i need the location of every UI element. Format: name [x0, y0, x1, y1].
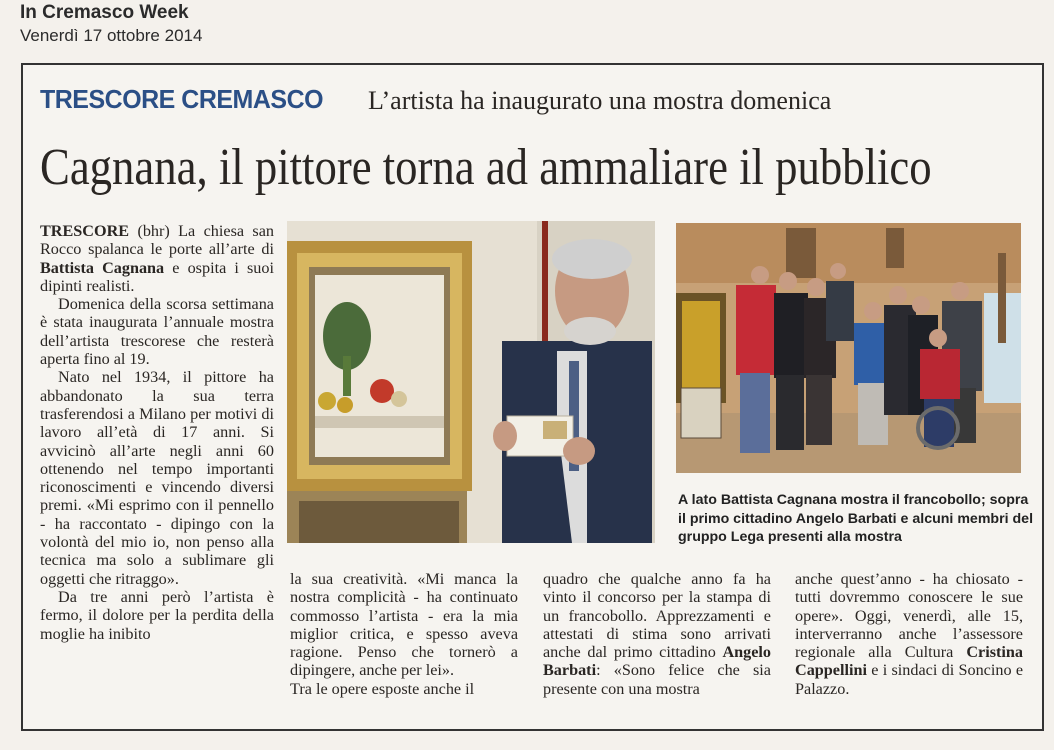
article-column-4 [795, 570, 1023, 698]
col1-text-a: La chiesa san Rocco spalanca le porte all’arte di [40, 222, 275, 259]
group-photo-illustration [676, 223, 1021, 473]
dateline: TRESCORE [40, 222, 130, 240]
col1-paragraph-4: Da tre anni però l’artista è fermo, il dolore per la perdita della moglie ha inibito [40, 587, 274, 643]
article-kicker: TRESCORE CREMASCO [40, 84, 324, 114]
painter-photo-illustration [287, 221, 655, 543]
article-column-2 [290, 570, 518, 698]
article-headline: Cagnana, il pittore torna ad ammaliare il pubblico [40, 139, 932, 196]
article-column-3 [543, 570, 771, 698]
photo-caption: A lato Battista Cagnana mostra il francobollo; sopra il primo cittadino Angelo Barbati e alcuni membri del gruppo Lega presenti alla mostra [678, 492, 1034, 545]
col3-text-b: : «Sono felice che sia presente con una mostra [543, 661, 771, 698]
article-column-1 [40, 222, 274, 643]
col2-paragraph-1: la sua creatività. «Mi manca la nostra complicità - ha continuato commosso l’artista - era la mia miglior critica, e spesso aveva ragione. Penso che tornerò a dipingere, anche per lei». [290, 570, 518, 680]
byline: (bhr) [137, 222, 170, 240]
col1-text-b: e ospita i suoi dipinti realisti. [40, 258, 274, 295]
col3-text-a: quadro che qualche anno fa ha vinto il concorso per la stampa di un francobollo. Apprezzamenti e attestati di stima sono arrivati anche dal primo cittadino [543, 570, 771, 662]
mayor-name: Angelo Barbati [543, 643, 772, 680]
col1-paragraph-2: Domenica della scorsa settimana è stata inaugurata l’annuale mostra dell’artista trescorese che resterà aperta fino al 19. [40, 295, 274, 369]
group-photo [676, 223, 1021, 473]
col1-paragraph-3: Nato nel 1934, il pittore ha abbandonato la sua terra trasferendosi a Milano per motivi di lavoro all’età di 17 anni. Si avvicinò all’arte negli anni 60 ottenendo nel tempo importanti riconoscimenti e vincendo diversi premi. «Mi esprimo con il pennello - ha raccontato - dipingo con la volontà del mio io, non penso alla tecnica ma solo a sublimare gli oggetti che ritraggo». [40, 368, 274, 588]
assessor-name: Cristina Cappellini [795, 643, 1024, 680]
publication-date: Venerdì 17 ottobre 2014 [20, 26, 203, 45]
col2-paragraph-2: Tra le opere esposte anche il [290, 679, 475, 698]
painter-photo [287, 221, 655, 543]
artist-name: Battista Cagnana [40, 258, 165, 277]
col4-text-a: anche quest’anno - ha chiosato - tutti dovremmo conoscere le sue opere». Oggi, venerdì, alle 15, interverranno anche l’assessore regionale alla Cultura [795, 570, 1023, 662]
col4-text-b: e i sindaci di Soncino e Palazzo. [795, 661, 1023, 698]
article-subhead: L’artista ha inaugurato una mostra domenica [368, 86, 832, 115]
publication-name: In Cremasco Week [20, 2, 189, 23]
